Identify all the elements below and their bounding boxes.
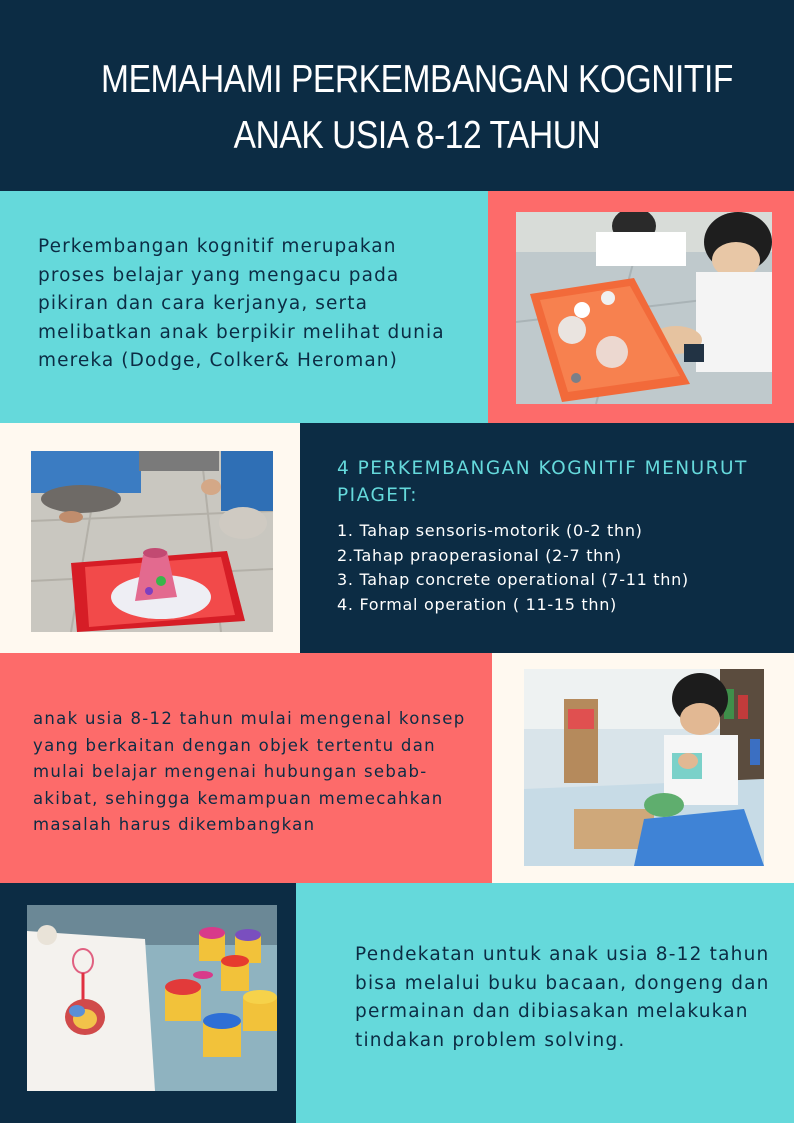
- section-3-text: anak usia 8-12 tahun mulai mengenal konsep yang berkaitan dengan objek tertentu dan mulai belajar mengenai hubungan sebab-akibat, sehingga kemampuan memecahkan masalah harus dikembangkan: [33, 709, 466, 834]
- section-1-text: Perkembangan kognitif merupakan proses belajar yang mengacu pada pikiran dan cara kerjanya, serta melibatkan anak berpikir melihat dunia mereka (Dodge, Colker& Heroman): [38, 236, 445, 371]
- piaget-stage-item: 3. Tahap concrete operational (7-11 thn): [337, 570, 689, 589]
- photo-boy-crafting: [524, 669, 764, 866]
- piaget-stage-item: 2.Tahap praoperasional (2-7 thn): [337, 545, 622, 565]
- piaget-stages-list: [337, 519, 787, 617]
- photo-children-experiment: [516, 212, 772, 404]
- section-4-text: Pendekatan untuk anak usia 8-12 tahun bisa melalui buku bacaan, dongeng dan permainan dan dibiasakan melakukan tindakan problem solving.: [355, 944, 770, 1051]
- photo-playdough-body-diagram: [27, 905, 277, 1091]
- piaget-stage-item: 4. Formal operation ( 11-15 thn): [337, 594, 618, 614]
- piaget-stage-item: 1. Tahap sensoris-motorik (0-2 thn): [337, 521, 643, 540]
- photo-volcano-experiment: [31, 451, 273, 632]
- piaget-heading: 4 PERKEMBANGAN KOGNITIF MENURUT PIAGET:: [337, 458, 748, 506]
- page-title: MEMAHAMI PERKEMBANGAN KOGNITIF ANAK USIA 8-12 TAHUN: [101, 58, 733, 157]
